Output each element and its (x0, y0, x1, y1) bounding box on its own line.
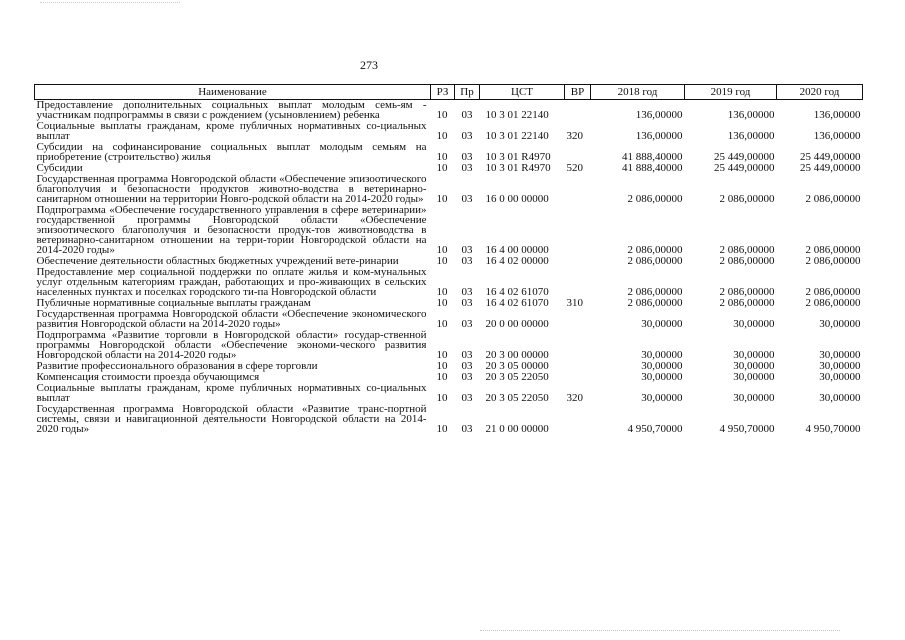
cell-pr: 03 (461, 130, 473, 142)
cell-2018: 30,00000 (641, 371, 683, 383)
cell-name: Подпрограмма «Обеспечение государственного управления в сфере ветеринарии» государственной программы Новгородской области «Обеспечение эпизоотического благополучия и безопасности продук-тов животноводства в ветеринарно-санитарном отношении на терри-тории Новгородской области на 2014-2020 годы» (36, 204, 427, 256)
cell-name: Предоставление дополнительных социальных выплат молодым семь-ям - участникам подпрограммы в связи с рождением (усыновлением) ребенка (36, 99, 427, 121)
cell-vr (565, 174, 591, 205)
cell-vr (565, 100, 591, 122)
cell-cst: 16 0 00 00000 (485, 193, 549, 205)
cell-pr: 03 (461, 392, 473, 404)
cell-cst: 10 3 01 R4970 (485, 151, 551, 163)
table-row (35, 330, 863, 361)
cell-vr (565, 309, 591, 330)
cell-name: Предоставление мер социальной поддержки по оплате жилья и ком-мунальных услуг отдельным категориям граждан, работающих и про-живающих в сельских населенных пунктах и поселках городского ти-па Новгородской области (36, 266, 427, 298)
cell-2018: 2 086,00000 (627, 297, 683, 309)
header-2020: 2020 год (777, 85, 863, 100)
cell-2019: 2 086,00000 (719, 286, 775, 298)
cell-rz: 10 (436, 244, 448, 256)
cell-rz: 10 (436, 109, 448, 121)
cell-rz: 10 (436, 371, 448, 383)
scan-artifact (480, 630, 840, 637)
cell-pr: 03 (461, 286, 473, 298)
cell-2020: 136,00000 (813, 130, 861, 142)
cell-2020: 4 950,70000 (805, 423, 861, 435)
cell-2018: 30,00000 (641, 392, 683, 404)
cell-vr (565, 267, 591, 298)
cell-2019: 30,00000 (733, 349, 775, 361)
cell-2018: 2 086,00000 (627, 286, 683, 298)
header-2019: 2019 год (685, 85, 777, 100)
header-2018: 2018 год (591, 85, 685, 100)
cell-2020: 2 086,00000 (805, 255, 861, 267)
cell-2018: 2 086,00000 (627, 244, 683, 256)
cell-rz: 10 (436, 130, 448, 142)
cell-cst: 20 0 00 00000 (485, 318, 549, 330)
cell-2020: 25 449,00000 (800, 151, 861, 163)
budget-table (34, 84, 863, 435)
cell-2018: 136,00000 (635, 109, 683, 121)
cell-cst: 20 3 05 22050 (485, 371, 549, 383)
cell-2018: 41 888,40000 (622, 162, 683, 174)
cell-2018: 4 950,70000 (627, 423, 683, 435)
table-row (35, 404, 863, 435)
table-row (35, 100, 863, 122)
cell-rz: 10 (436, 151, 448, 163)
cell-name: Субсидии (36, 162, 83, 174)
cell-2019: 25 449,00000 (714, 151, 775, 163)
cell-rz: 10 (436, 349, 448, 361)
cell-vr (565, 205, 591, 256)
table-body (35, 100, 863, 436)
cell-vr (565, 361, 591, 372)
cell-cst: 16 4 02 00000 (485, 255, 549, 267)
cell-2020: 2 086,00000 (805, 244, 861, 256)
cell-2020: 136,00000 (813, 109, 861, 121)
cell-2018: 30,00000 (641, 349, 683, 361)
cell-2020: 2 086,00000 (805, 286, 861, 298)
cell-2019: 2 086,00000 (719, 297, 775, 309)
cell-cst: 16 4 02 61070 (485, 286, 549, 298)
cell-cst: 20 3 05 22050 (485, 392, 549, 404)
cell-2020: 30,00000 (819, 318, 861, 330)
cell-cst: 10 3 01 R4970 (485, 162, 551, 174)
cell-2020: 30,00000 (819, 360, 861, 372)
cell-rz: 10 (436, 423, 448, 435)
cell-pr: 03 (461, 151, 473, 163)
cell-pr: 03 (461, 244, 473, 256)
cell-2019: 30,00000 (733, 360, 775, 372)
cell-2019: 25 449,00000 (714, 162, 775, 174)
cell-name: Обеспечение деятельности областных бюджетных учреждений вете-ринарии (36, 255, 399, 267)
cell-pr: 03 (461, 360, 473, 372)
cell-name: Компенсация стоимости проезда обучающимся (36, 371, 260, 383)
table-row (35, 174, 863, 205)
cell-vr: 520 (566, 162, 583, 174)
cell-name: Субсидии на софинансирование социальных выплат молодым семьям на приобретение (строительство) жилья (36, 141, 427, 163)
cell-name: Публичные нормативные социальные выплаты гражданам (36, 297, 311, 309)
cell-2019: 2 086,00000 (719, 244, 775, 256)
header-name: Наименование (35, 85, 431, 100)
cell-pr: 03 (461, 297, 473, 309)
cell-2019: 30,00000 (733, 371, 775, 383)
cell-pr: 03 (461, 109, 473, 121)
cell-pr: 03 (461, 349, 473, 361)
cell-2019: 2 086,00000 (719, 193, 775, 205)
cell-cst: 10 3 01 22140 (485, 130, 549, 142)
table-row (35, 267, 863, 298)
cell-rz: 10 (436, 318, 448, 330)
cell-2019: 30,00000 (733, 318, 775, 330)
cell-name: Государственная программа Новгородской области «Обеспечение экономического развития Новгородской области на 2014-2020 годы» (36, 308, 427, 330)
cell-cst: 16 4 00 00000 (485, 244, 549, 256)
cell-2018: 2 086,00000 (627, 255, 683, 267)
table-row (35, 142, 863, 163)
cell-vr: 310 (566, 297, 583, 309)
cell-2020: 30,00000 (819, 371, 861, 383)
cell-pr: 03 (461, 255, 473, 267)
cell-rz: 10 (436, 162, 448, 174)
cell-2018: 30,00000 (641, 318, 683, 330)
cell-cst: 10 3 01 22140 (485, 109, 549, 121)
header-rz: РЗ (431, 85, 455, 100)
cell-2018: 136,00000 (635, 130, 683, 142)
table-row (35, 309, 863, 330)
cell-2019: 30,00000 (733, 392, 775, 404)
cell-cst: 20 3 00 00000 (485, 349, 549, 361)
cell-pr: 03 (461, 193, 473, 205)
cell-rz: 10 (436, 360, 448, 372)
table-row (35, 121, 863, 142)
cell-name: Подпрограмма «Развитие торговли в Новгородской области» государ-ственной программы Новгородской области «Обеспечение экономи-ческого развития Новгородской области на 2014-2020 годы» (36, 329, 427, 361)
cell-2019: 4 950,70000 (719, 423, 775, 435)
cell-2020: 30,00000 (819, 392, 861, 404)
cell-vr (565, 330, 591, 361)
cell-vr: 320 (566, 392, 583, 404)
cell-rz: 10 (436, 255, 448, 267)
cell-name: Государственная программа Новгородской области «Обеспечение эпизоотического благополучия и безопасности продуктов животно-водства в ветеринарно-санитарном отношении на территории Новго-родской области на 2014-2020 годы» (36, 173, 427, 205)
cell-name: Развитие профессионального образования в сфере торговли (36, 360, 318, 372)
cell-2018: 2 086,00000 (627, 193, 683, 205)
cell-vr: 320 (566, 130, 583, 142)
cell-rz: 10 (436, 392, 448, 404)
cell-2020: 30,00000 (819, 349, 861, 361)
cell-rz: 10 (436, 297, 448, 309)
table-row (35, 205, 863, 256)
cell-pr: 03 (461, 318, 473, 330)
table-header-row (35, 85, 863, 100)
scan-artifact (40, 2, 180, 7)
cell-2020: 2 086,00000 (805, 297, 861, 309)
cell-vr (565, 142, 591, 163)
cell-cst: 21 0 00 00000 (485, 423, 549, 435)
cell-vr (565, 256, 591, 267)
cell-name: Социальные выплаты гражданам, кроме публичных нормативных со-циальных выплат (36, 120, 427, 142)
cell-name: Социальные выплаты гражданам, кроме публичных нормативных со-циальных выплат (36, 382, 427, 404)
cell-cst: 16 4 02 61070 (485, 297, 549, 309)
cell-2020: 2 086,00000 (805, 193, 861, 205)
cell-2019: 136,00000 (727, 109, 775, 121)
header-cst: ЦСТ (480, 85, 565, 100)
cell-rz: 10 (436, 286, 448, 298)
cell-pr: 03 (461, 162, 473, 174)
cell-vr (565, 372, 591, 383)
cell-pr: 03 (461, 423, 473, 435)
page-number: 273 (360, 58, 378, 72)
cell-2018: 30,00000 (641, 360, 683, 372)
cell-pr: 03 (461, 371, 473, 383)
header-pr: Пр (455, 85, 480, 100)
cell-2020: 25 449,00000 (800, 162, 861, 174)
table-row (35, 383, 863, 404)
cell-2018: 41 888,40000 (622, 151, 683, 163)
header-vr: ВР (565, 85, 591, 100)
cell-cst: 20 3 05 00000 (485, 360, 549, 372)
cell-name: Государственная программа Новгородской области «Развитие транс-портной системы, связи и навигационной деятельности Новгородской области на 2014-2020 годы» (36, 403, 427, 435)
cell-vr (565, 404, 591, 435)
cell-2019: 2 086,00000 (719, 255, 775, 267)
cell-rz: 10 (436, 193, 448, 205)
cell-2019: 136,00000 (727, 130, 775, 142)
